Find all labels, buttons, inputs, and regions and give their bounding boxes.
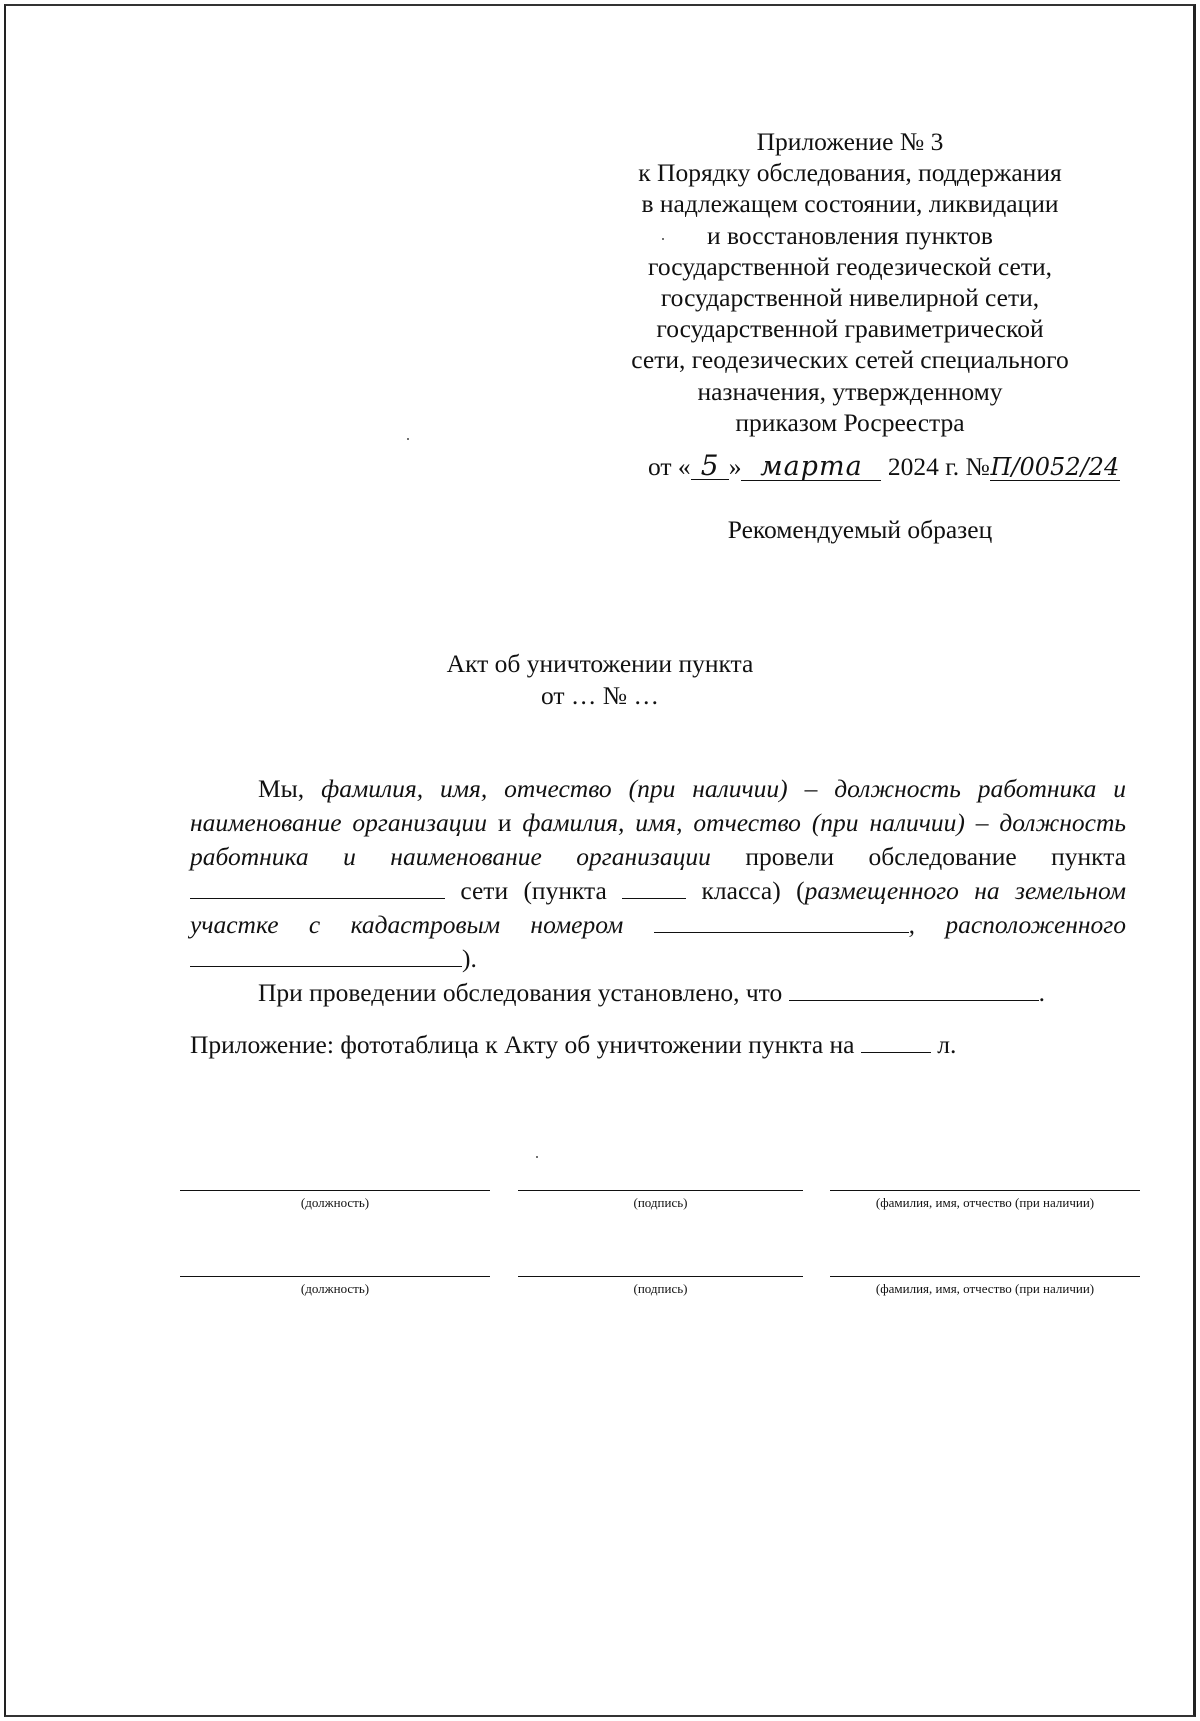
date-year: 2024 г. № [887, 452, 990, 481]
signature-caption: (подпись) [518, 1190, 803, 1211]
appendix-line: приказом Росреестра [735, 407, 965, 437]
appendix-line: государственной геодезической сети, [648, 251, 1052, 281]
body-text: сети (пункта [460, 876, 607, 905]
date-mid: » [728, 452, 742, 481]
scan-speck [407, 438, 409, 440]
handwritten-day: 5 [691, 453, 729, 480]
act-body [190, 772, 1126, 1010]
handwritten-month: марта [741, 454, 881, 481]
body-text: и [497, 808, 512, 837]
point-class-blank[interactable] [622, 876, 686, 899]
act-title: Акт об уничтожении пункта [446, 649, 754, 678]
findings-blank[interactable] [789, 978, 1039, 1001]
handwritten-order-number: П/0052/24 [990, 453, 1120, 481]
scan-speck [536, 1156, 538, 1158]
signature-caption: (подпись) [518, 1276, 803, 1297]
attachment-suffix: л. [937, 1030, 957, 1059]
attachment-line [190, 1030, 1126, 1060]
signature-row-2 [180, 1276, 1140, 1316]
body-italic: фамилия, имя, отчество (при наличии) – должность работника и наименование организации [190, 774, 1126, 837]
appendix-line: сети, геодезических сетей специального [631, 345, 1069, 375]
appendix-line: в надлежащем состоянии, ликвидации [641, 189, 1059, 219]
appendix-line: государственной гравиметрической [656, 314, 1044, 344]
sheets-count-blank[interactable] [861, 1030, 931, 1053]
body-paragraph-2 [190, 976, 1126, 1010]
body-text: ). [462, 944, 477, 973]
act-title-block [300, 648, 900, 712]
appendix-line: и восстановления пунктов [707, 220, 993, 250]
recommended-sample-label: Рекомендуемый образец [727, 515, 993, 544]
scan-speck [662, 238, 664, 240]
cadastral-number-blank[interactable] [654, 910, 909, 933]
location-blank[interactable] [190, 944, 462, 967]
appendix-line: назначения, утвержденному [697, 376, 1003, 406]
name-caption: (фамилия, имя, отчество (при наличии) [830, 1276, 1140, 1297]
date-prefix: от « [648, 452, 691, 481]
body-paragraph-1 [190, 772, 1126, 976]
order-date-line [648, 449, 1168, 482]
body-italic: размещенного на земельном участке с кадастровым номером [190, 876, 1127, 939]
appendix-line: государственной нивелирной сети, [660, 283, 1040, 313]
appendix-line: Приложение № 3 [756, 127, 944, 156]
appendix-header [600, 126, 1100, 438]
body-text: провели обследование пункта [745, 842, 1127, 871]
position-caption: (должность) [180, 1190, 490, 1211]
body-text: . [1038, 978, 1045, 1007]
body-comma: , [908, 910, 915, 939]
name-caption: (фамилия, имя, отчество (при наличии) [830, 1190, 1140, 1211]
signature-row-1 [180, 1190, 1140, 1230]
position-caption: (должность) [180, 1276, 490, 1297]
appendix-line: к Порядку обследования, поддержания [638, 158, 1062, 188]
body-text: При проведении обследования установлено, что [258, 978, 783, 1007]
point-name-blank[interactable] [190, 876, 445, 899]
body-italic: расположенного [945, 910, 1127, 939]
body-italic: фамилия, имя, отчество (при наличии) – должность работника и наименование организации [190, 808, 1126, 871]
body-text: Мы, [258, 774, 305, 803]
act-subtitle: от … № … [540, 681, 659, 710]
body-text: класса) ( [701, 876, 805, 905]
attachment-text: Приложение: фототаблица к Акту об уничтожении пункта на [190, 1030, 855, 1059]
